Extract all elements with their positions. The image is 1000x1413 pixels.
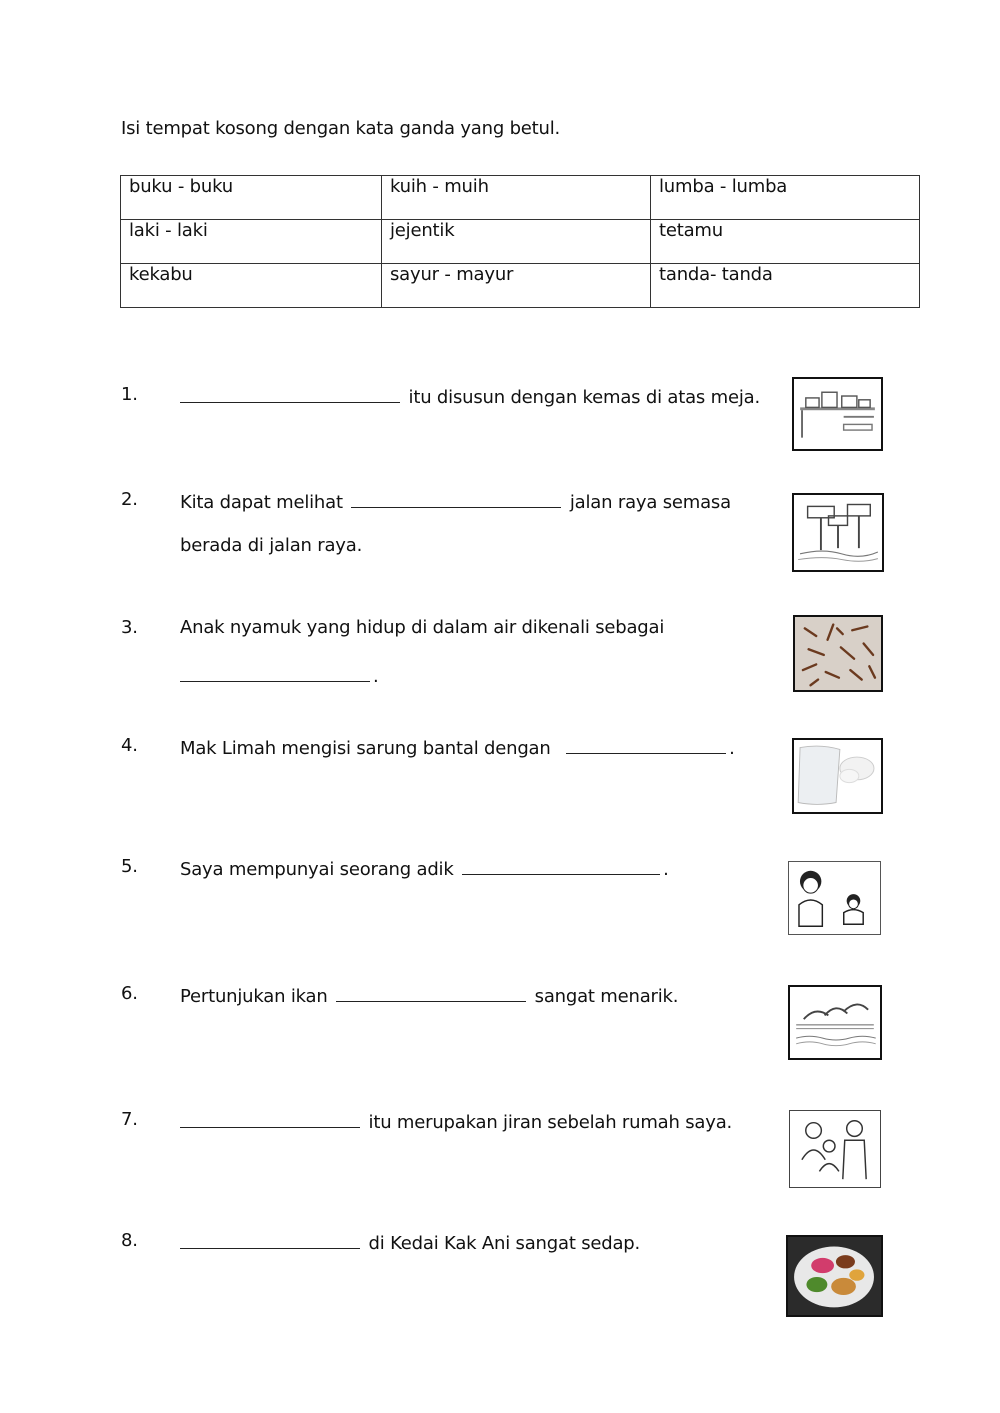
sister-brother-icon [788,861,881,935]
word-bank-cell: jejentik [382,220,651,264]
question-text: Pertunjukan ikan [180,986,328,1007]
answer-blank-3[interactable] [180,663,370,682]
answer-blank-6[interactable] [336,983,526,1002]
word-bank-cell: lumba - lumba [651,176,920,220]
question-number: 5. [121,856,138,877]
word-bank-table [120,175,920,308]
question-text: . [373,666,379,687]
neighbours-icon [789,1110,881,1188]
question-number: 4. [121,735,138,756]
dolphins-icon [788,985,882,1060]
question-number: 7. [121,1109,138,1130]
answer-blank-8[interactable] [180,1230,360,1249]
question-text: itu merupakan jiran sebelah rumah saya. [368,1112,733,1133]
word-bank-row [121,264,920,308]
question-text: Anak nyamuk yang hidup di dalam air dikenali sebagai [180,617,665,638]
instruction-text: Isi tempat kosong dengan kata ganda yang betul. [121,118,561,139]
mosquito-larvae-icon [793,615,883,692]
question-number: 2. [121,489,138,510]
question-text: sangat menarik. [534,986,679,1007]
road-signs-icon [792,493,884,572]
question-number: 6. [121,983,138,1004]
question-text: Saya mempunyai seorang adik [180,859,454,880]
word-bank-cell: tetamu [651,220,920,264]
word-bank-row [121,176,920,220]
word-bank-cell: kuih - muih [382,176,651,220]
question-text: Mak Limah mengisi sarung bantal dengan [180,738,551,759]
answer-blank-2[interactable] [351,489,561,508]
answer-blank-1[interactable] [180,384,400,403]
question-text: . [663,859,669,880]
pillow-kapok-icon [792,738,883,814]
word-bank-cell: tanda- tanda [651,264,920,308]
question-number: 8. [121,1230,138,1251]
question-text: . [729,738,735,759]
word-bank-cell: laki - laki [121,220,382,264]
question-text: jalan raya semasa [569,492,731,513]
question-number: 3. [121,617,138,638]
word-bank-row [121,220,920,264]
question-number: 1. [121,384,138,405]
answer-blank-4[interactable] [566,735,726,754]
word-bank-cell: buku - buku [121,176,382,220]
question-text: di Kedai Kak Ani sangat sedap. [368,1233,641,1254]
question-text-line2: berada di jalan raya. [180,535,363,556]
word-bank-cell: sayur - mayur [382,264,651,308]
question-text: itu disusun dengan kemas di atas meja. [408,387,760,408]
kuih-plate-icon [786,1235,883,1317]
word-bank-cell: kekabu [121,264,382,308]
question-text: Kita dapat melihat [180,492,343,513]
books-on-table-icon [792,377,883,451]
answer-blank-7[interactable] [180,1109,360,1128]
answer-blank-5[interactable] [462,856,660,875]
